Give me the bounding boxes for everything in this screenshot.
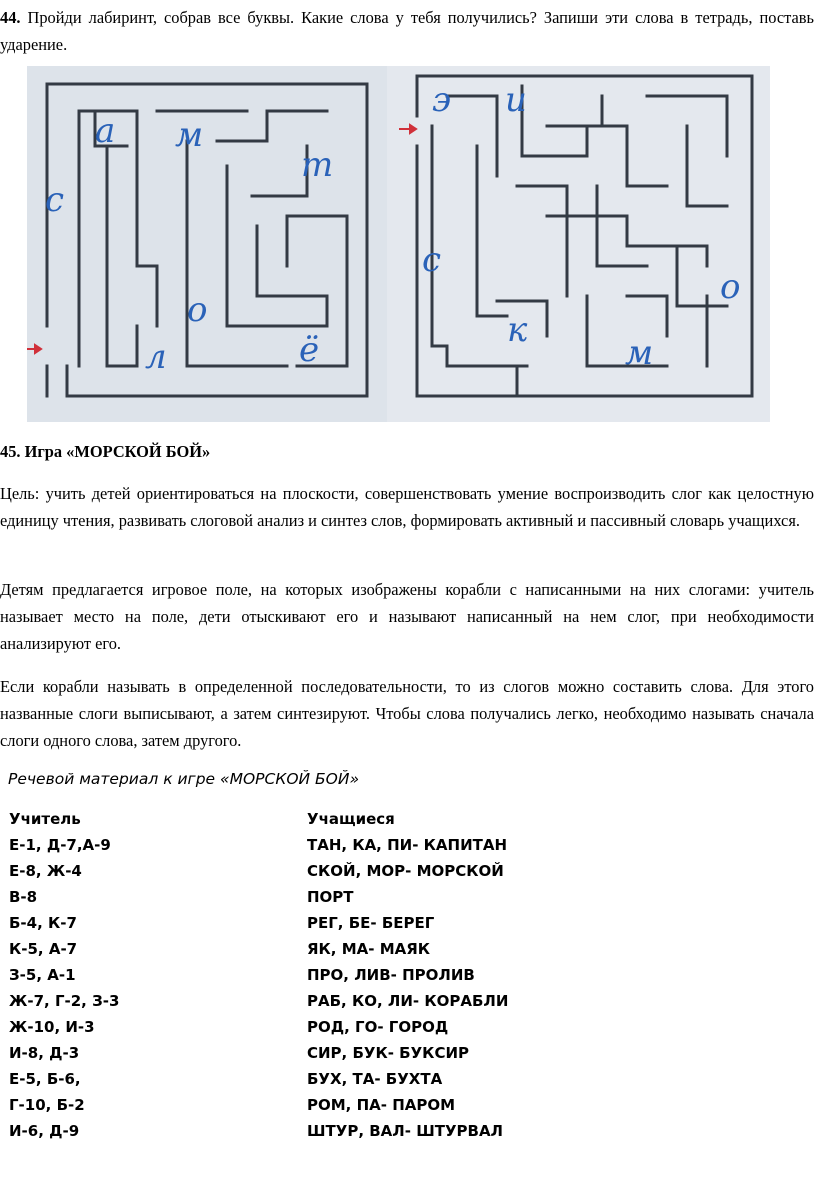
task-45-description: Детям предлагается игровое поле, на которых изображены корабли с написанными на них слогами: учитель называет место на поле, дети отыскивают его и называют написанный на нем слог, при необходимости анализируют его. <box>0 580 814 653</box>
teacher-cell: В-8 <box>9 888 38 906</box>
students-cell: РАБ, КО, ЛИ- КОРАБЛИ <box>307 992 509 1010</box>
teacher-cell: Е-5, Б-6, <box>9 1070 81 1088</box>
table-row <box>9 862 729 888</box>
students-cell: ПОРТ <box>307 888 354 906</box>
table-row <box>9 1070 729 1096</box>
speech-material-title: Речевой материал к игре «МОРСКОЙ БОЙ» <box>8 770 360 788</box>
students-cell: РОМ, ПА- ПАРОМ <box>307 1096 456 1114</box>
task-44-text: Пройди лабиринт, собрав все буквы. Какие слова у тебя получились? Запиши эти слова в тетрадь, поставь ударение. <box>0 8 814 54</box>
students-cell: РОД, ГО- ГОРОД <box>307 1018 449 1036</box>
teacher-cell: Ж-7, Г-2, З-3 <box>9 992 120 1010</box>
teacher-cell: Ж-10, И-3 <box>9 1018 95 1036</box>
column-students-header: Учащиеся <box>307 810 395 828</box>
teacher-cell: И-6, Д-9 <box>9 1122 80 1140</box>
right-maze-letters: э и с о к м <box>422 80 741 373</box>
table-row <box>9 940 729 966</box>
table-row <box>9 1096 729 1122</box>
students-cell: БУХ, ТА- БУХТА <box>307 1070 443 1088</box>
left-maze-letters: а м т с о л ё <box>45 111 334 377</box>
table-row <box>9 888 729 914</box>
table-row <box>9 1044 729 1070</box>
task-45-ships-paragraph: Если корабли называть в определенной последовательности, то из слогов можно составить слова. Для этого названные слоги выписывают, а затем синтезируют. Чтобы слова получались легко, необходимо называть сначала слоги одного слова, затем другого. <box>0 677 814 750</box>
students-cell: СИР, БУК- БУКСИР <box>307 1044 469 1062</box>
teacher-cell: К-5, А-7 <box>9 940 78 958</box>
students-cell: РЕГ, БЕ- БЕРЕГ <box>307 914 435 932</box>
teacher-cell: Е-8, Ж-4 <box>9 862 82 880</box>
teacher-cell: Г-10, Б-2 <box>9 1096 85 1114</box>
students-cell: ТАН, КА, ПИ- КАПИТАН <box>307 836 508 854</box>
teacher-cell: З-5, А-1 <box>9 966 76 984</box>
table-row <box>9 1122 729 1148</box>
task-44-number: 44. <box>0 8 21 27</box>
table-row <box>9 966 729 992</box>
table-row <box>9 1018 729 1044</box>
teacher-cell: И-8, Д-3 <box>9 1044 80 1062</box>
students-cell: ЯК, МА- МАЯК <box>307 940 431 958</box>
students-cell: СКОЙ, МОР- МОРСКОЙ <box>307 862 504 880</box>
task-45-title: 45. Игра «МОРСКОЙ БОЙ» <box>0 442 211 461</box>
teacher-cell: Б-4, К-7 <box>9 914 77 932</box>
table-row <box>9 992 729 1018</box>
students-cell: ПРО, ЛИВ- ПРОЛИВ <box>307 966 475 984</box>
maze-photo <box>27 66 770 422</box>
teacher-cell: Е-1, Д-7,А-9 <box>9 836 111 854</box>
students-cell: ШТУР, ВАЛ- ШТУРВАЛ <box>307 1122 504 1140</box>
table-row <box>9 836 729 862</box>
task-45-goal: Цель: учить детей ориентироваться на плоскости, совершенствовать умение воспроизводить слог как целостную единицу чтения, развивать слоговой анализ и синтез слов, формировать активный и пассивный словарь учащихся. <box>0 484 814 530</box>
task-44-paragraph <box>0 4 814 58</box>
table-header <box>9 810 729 836</box>
table-row <box>9 914 729 940</box>
column-teacher-header: Учитель <box>9 810 81 828</box>
